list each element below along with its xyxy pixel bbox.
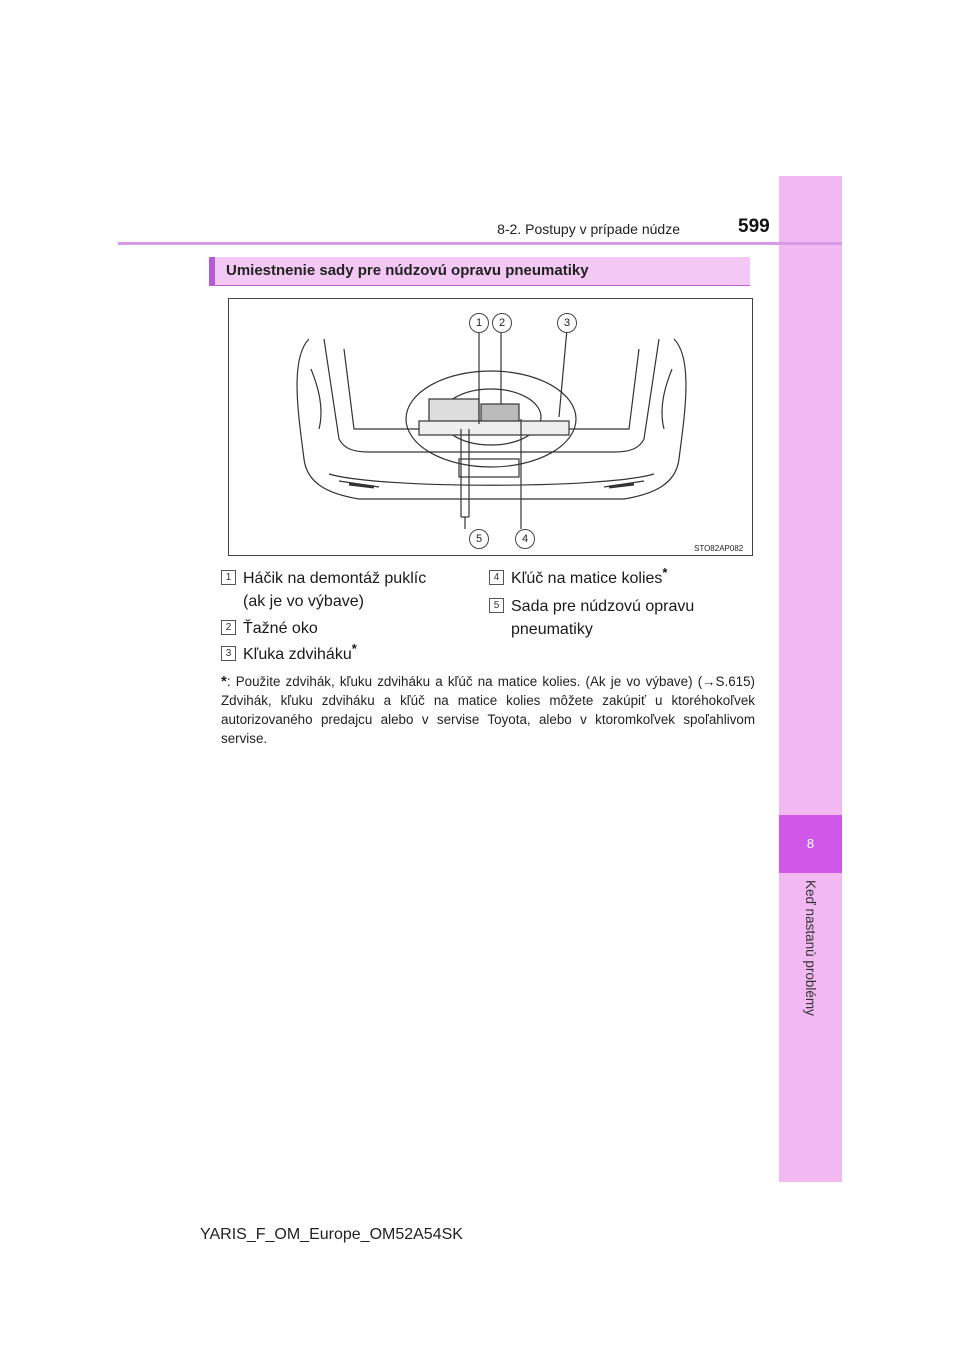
legend-item-3-star: * [351, 641, 357, 656]
chapter-number-tab: 8 [779, 815, 842, 873]
legend-item-5-line2: pneumatiky [511, 621, 593, 638]
legend-badge-5: 5 [489, 598, 504, 613]
legend-badge-2: 2 [221, 620, 236, 635]
legend-item-1-line1: Háčik na demontáž puklíc [243, 570, 427, 587]
chapter-title-tab [779, 880, 842, 1030]
callout-4: 4 [515, 529, 535, 549]
legend-badge-1: 1 [221, 570, 236, 585]
footnote-marker: * [221, 673, 227, 690]
legend-item-1 [243, 567, 426, 613]
header-rule [118, 242, 842, 245]
footnote-text: : Použite zdvihák, kľuku zdviháku a kľúč na matice kolies. (Ak je vo výbave) (→S.615) Zdvihák, kľuku zdviháku a kľúč na matice kolies môžete zakúpiť u ktoréhokoľvek autorizovaného predajcu alebo v servise Toyota, alebo v ktoromkoľvek spoľahlivom servise. [221, 674, 755, 746]
legend-item-3-label: Kľuka zdviháku [243, 646, 352, 663]
trunk-illustration [228, 298, 753, 556]
running-header-section: 8-2. Postupy v prípade núdze [497, 221, 680, 237]
legend-item-4 [511, 567, 667, 590]
page-number: 599 [738, 216, 770, 237]
figure-code: STO82AP082 [694, 544, 744, 553]
legend-badge-3: 3 [221, 646, 236, 661]
legend-item-4-label: Kľúč na matice kolies [511, 570, 663, 587]
document-code: YARIS_F_OM_Europe_OM52A54SK [200, 1226, 463, 1243]
legend-item-1-line2: (ak je vo výbave) [243, 593, 364, 610]
legend-item-4-star: * [662, 565, 668, 580]
footnote [221, 672, 755, 748]
chapter-side-tab [779, 176, 842, 1182]
callout-3: 3 [557, 313, 577, 333]
legend-item-2: Ťažné oko [243, 620, 318, 637]
chapter-title-label: Keď nastanú problémy [803, 880, 818, 1016]
section-title: Umiestnenie sady pre núdzovú opravu pneumatiky [226, 262, 589, 279]
callout-2: 2 [492, 313, 512, 333]
legend-item-5 [511, 595, 694, 641]
callout-5: 5 [469, 529, 489, 549]
car-trunk-drawing [229, 299, 752, 555]
legend-item-3 [243, 643, 357, 666]
legend-item-5-line1: Sada pre núdzovú opravu [511, 598, 695, 615]
legend-badge-4: 4 [489, 570, 504, 585]
callout-1: 1 [469, 313, 489, 333]
